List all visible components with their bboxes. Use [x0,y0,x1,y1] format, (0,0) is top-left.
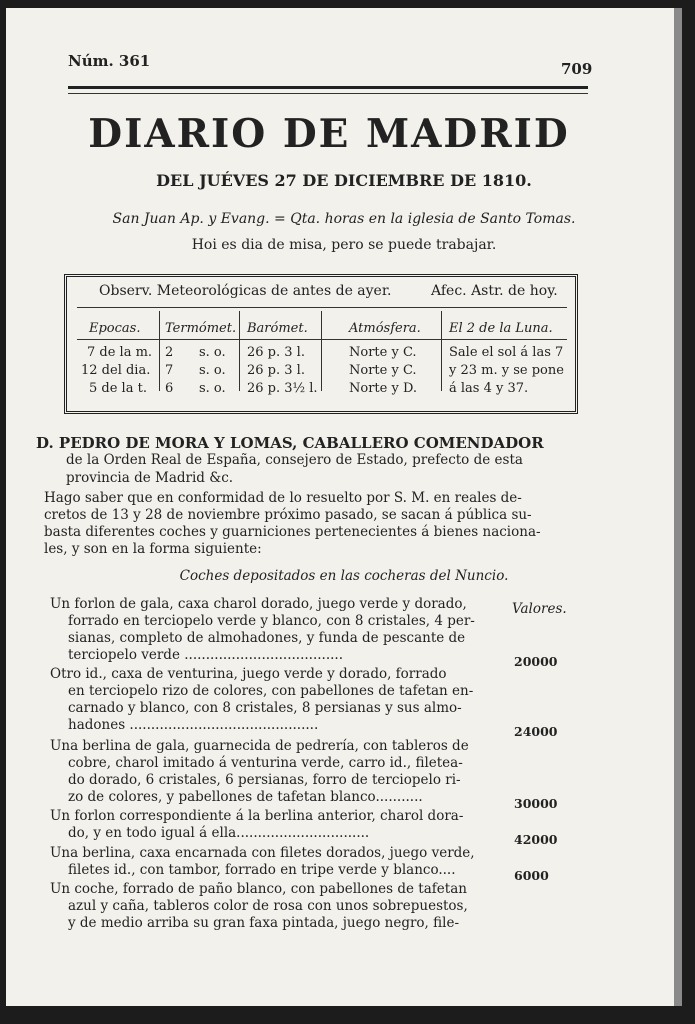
header-rule-thin [68,93,588,94]
item-line: hadones ............................................ [68,717,319,733]
astro-line: y 23 m. y se pone [449,363,564,378]
epoca-cell: 7 de la m. [87,345,153,360]
masthead-title: DIARIO DE MADRID [88,111,570,157]
weather-col-divider [239,311,240,391]
issue-number: Núm. 361 [68,52,151,70]
col-epocas: Epocas. [89,321,141,336]
date-line: DEL JUÉVES 27 DE DICIEMBRE DE 1810. [156,171,532,190]
intro-line: Hago saber que en conformidad de lo resuelto por S. M. en reales de- [44,490,522,506]
section-subhead: Coches depositados en las cocheras del Nuncio. [179,568,509,584]
intro-line: basta diferentes coches y guarniciones pertenecientes á bienes naciona- [44,524,541,540]
item-line: Una berlina de gala, guarnecida de pedrería, con tableros de [50,738,469,754]
intro-line: cretos de 13 y 28 de noviembre próximo pasado, se sacan á pública su- [44,507,532,523]
weather-rule-top [77,307,567,308]
values-header: Valores. [512,601,567,617]
termometro-cell: 7 [165,363,174,378]
item-value: 24000 [514,724,558,739]
termometro-cell: 2 [165,345,174,360]
item-line: Una berlina, caxa encarnada con filetes dorados, juego verde, [50,845,475,861]
misa-line: Hoi es dia de misa, pero se puede trabajar. [191,237,497,253]
weather-col-divider [441,311,442,391]
item-line: en terciopelo rizo de colores, con pabellones de tafetan en- [68,683,474,699]
newspaper-page [6,8,682,1006]
item-line: carnado y blanco, con 8 cristales, 8 persianas y sus almo- [68,700,462,716]
termometro-cell: 6 [165,381,174,396]
item-line: terciopelo verde ..................................... [68,647,344,663]
item-line: zo de colores, y pabellones de tafetan blanco........... [68,789,423,805]
barometro-cell: 26 p. 3 l. [247,363,305,378]
col-barometro: Barómet. [247,321,308,336]
item-line: Un coche, forrado de paño blanco, con pabellones de tafetan [50,881,467,897]
item-line: sianas, completo de almohadones, y funda de pescante de [68,630,466,646]
item-value: 30000 [514,796,558,811]
col-atmosfera: Atmósfera. [349,321,421,336]
item-line: filetes id., con tambor, forrado en tripe verde y blanco.... [68,862,456,878]
astro-line: Sale el sol á las 7 [449,345,564,360]
epoca-cell: 5 de la t. [89,381,147,396]
weather-rule-cols [77,339,567,340]
item-line: Un forlon de gala, caxa charol dorado, juego verde y dorado, [50,596,467,612]
weather-col-divider [321,311,322,391]
item-value: 42000 [514,832,558,847]
item-value: 6000 [514,868,549,883]
item-value: 20000 [514,654,558,669]
epoca-cell: 12 del dia. [81,363,151,378]
item-line: do dorado, 6 cristales, 6 persianas, forro de terciopelo ri- [68,772,461,788]
item-line: do, y en todo igual á ella............................... [68,825,370,841]
astro-title: Afec. Astr. de hoy. [431,283,558,299]
atmosfera-cell: Norte y C. [349,363,417,378]
barometro-cell: 26 p. 3½ l. [247,381,318,396]
notice-lead: D. PEDRO DE MORA Y LOMAS, CABALLERO COMENDADOR [36,434,544,452]
page-number: 709 [561,60,593,78]
barometro-cell: 26 p. 3 l. [247,345,305,360]
item-line: Un forlon correspondiente á la berlina anterior, charol dora- [50,808,464,824]
intro-line: les, y son en la forma siguiente: [44,541,262,557]
col-termometro: Termómet. [165,321,237,336]
saint-line: San Juan Ap. y Evang. = Qta. horas en la iglesia de Santo Tomas. [112,211,576,227]
astro-line: á las 4 y 37. [449,381,529,396]
item-line: cobre, charol imitado á venturina verde, carro id., fileteа- [68,755,463,771]
signo-cell: s. o. [199,345,226,360]
atmosfera-cell: Norte y D. [349,381,418,396]
item-line: azul y caña, tableros color de rosa con unos sobrepuestos, [68,898,468,914]
notice-line: de la Orden Real de España, consejero de Estado, prefecto de esta [66,452,523,468]
weather-col-divider [159,311,160,391]
col-luna: El 2 de la Luna. [449,321,553,336]
header-rule-thick [68,86,588,89]
signo-cell: s. o. [199,363,226,378]
item-line: y de medio arriba su gran faxa pintada, juego negro, file- [68,915,459,931]
item-line: Otro id., caxa de venturina, juego verde y dorado, forrado [50,666,447,682]
weather-title: Observ. Meteorológicas de antes de ayer. [99,283,392,299]
signo-cell: s. o. [199,381,226,396]
weather-table [64,274,578,414]
item-line: forrado en terciopelo verde y blanco, con 8 cristales, 4 per- [68,613,475,629]
atmosfera-cell: Norte y C. [349,345,417,360]
notice-line: provincia de Madrid &c. [66,470,234,486]
